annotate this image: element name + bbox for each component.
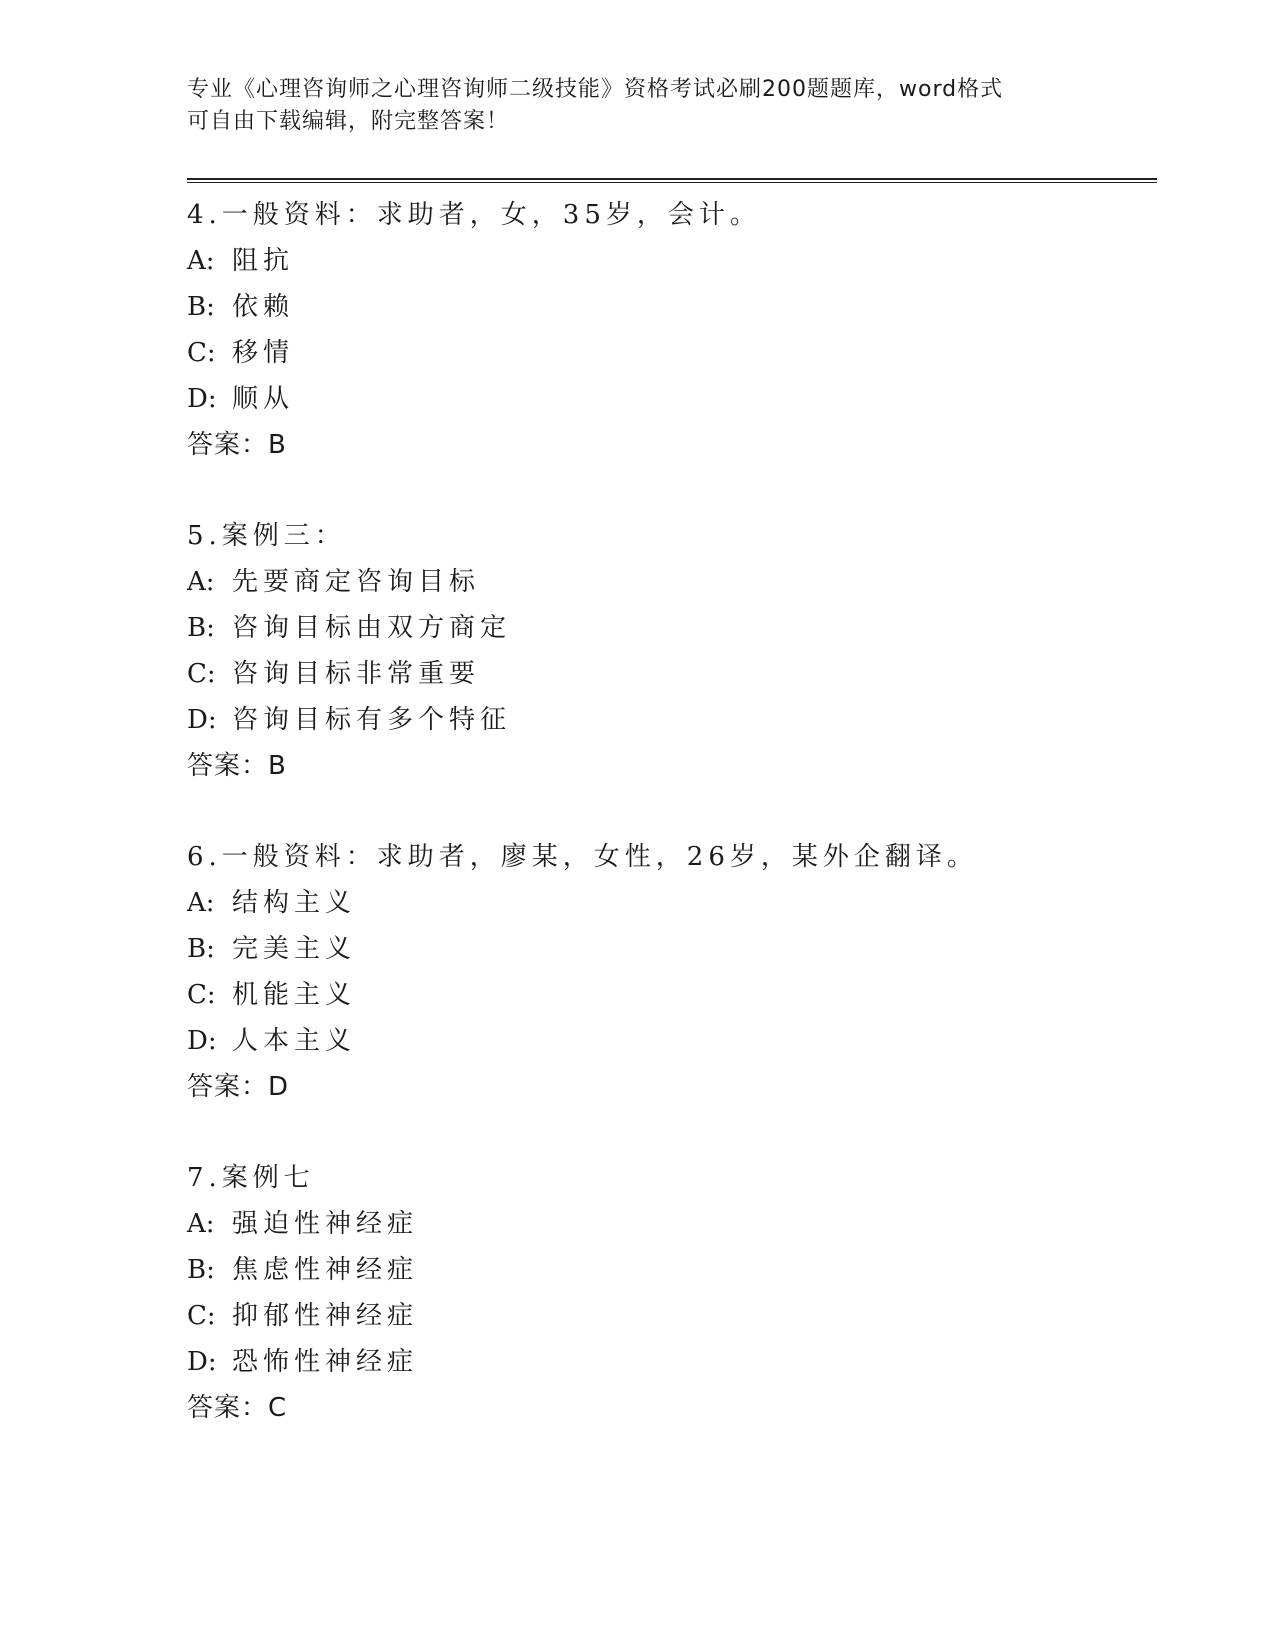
header-divider — [187, 178, 1157, 183]
option-text: 焦虑性神经症 — [232, 1255, 419, 1285]
option-text: 完美主义 — [232, 934, 357, 964]
answer-line: 答案：C — [187, 1393, 288, 1423]
option-b — [187, 1247, 1147, 1293]
question-stem: 6.一般资料：求助者，廖某，女性，26岁，某外企翻译。 — [187, 842, 978, 872]
option-d — [187, 1018, 1147, 1064]
option-text: 抑郁性神经症 — [232, 1301, 419, 1331]
question-5 — [187, 513, 1147, 789]
option-letter: B: — [187, 613, 215, 643]
option-a — [187, 880, 1147, 926]
answer-line: 答案：D — [187, 1072, 290, 1102]
option-letter: D: — [187, 384, 217, 414]
option-letter: A: — [187, 888, 215, 918]
option-letter: C: — [187, 980, 216, 1010]
question-list — [187, 192, 1147, 1476]
option-c — [187, 330, 1147, 376]
option-text: 恐怖性神经症 — [232, 1347, 419, 1377]
header-line-1: 专业《心理咨询师之心理咨询师二级技能》资格考试必刷200题题库，word格式 — [187, 77, 1004, 102]
option-a — [187, 1201, 1147, 1247]
option-letter: C: — [187, 338, 216, 368]
option-text: 咨询目标非常重要 — [232, 659, 481, 689]
option-text: 咨询目标有多个特征 — [232, 705, 512, 735]
option-d — [187, 1339, 1147, 1385]
option-c — [187, 972, 1147, 1018]
option-text: 强迫性神经症 — [232, 1209, 419, 1239]
option-text: 结构主义 — [232, 888, 357, 918]
option-letter: D: — [187, 705, 217, 735]
option-text: 阻抗 — [232, 246, 295, 276]
question-stem: 5.案例三： — [187, 521, 346, 551]
question-6 — [187, 834, 1147, 1110]
option-d — [187, 376, 1147, 422]
option-b — [187, 605, 1147, 651]
option-c — [187, 651, 1147, 697]
option-letter: A: — [187, 567, 215, 597]
option-letter: C: — [187, 1301, 216, 1331]
document-header — [187, 74, 1067, 138]
question-7 — [187, 1155, 1147, 1431]
option-letter: B: — [187, 292, 215, 322]
option-letter: C: — [187, 659, 216, 689]
option-text: 人本主义 — [232, 1026, 357, 1056]
option-letter: B: — [187, 934, 215, 964]
option-text: 机能主义 — [232, 980, 357, 1010]
option-a — [187, 238, 1147, 284]
option-letter: D: — [187, 1347, 217, 1377]
option-letter: D: — [187, 1026, 217, 1056]
option-a — [187, 559, 1147, 605]
answer-line: 答案：B — [187, 751, 287, 781]
option-letter: A: — [187, 1209, 215, 1239]
answer-line: 答案：B — [187, 430, 287, 460]
option-b — [187, 926, 1147, 972]
option-d — [187, 697, 1147, 743]
option-letter: A: — [187, 246, 215, 276]
question-4 — [187, 192, 1147, 468]
option-text: 顺从 — [232, 384, 295, 414]
option-text: 咨询目标由双方商定 — [232, 613, 512, 643]
question-stem: 7.案例七 — [187, 1163, 315, 1193]
option-text: 依赖 — [232, 292, 295, 322]
option-text: 先要商定咨询目标 — [232, 567, 481, 597]
option-text: 移情 — [232, 338, 295, 368]
question-stem: 4.一般资料：求助者，女，35岁，会计。 — [187, 200, 761, 230]
option-letter: B: — [187, 1255, 215, 1285]
option-c — [187, 1293, 1147, 1339]
header-line-2: 可自由下载编辑，附完整答案！ — [187, 109, 510, 134]
option-b — [187, 284, 1147, 330]
